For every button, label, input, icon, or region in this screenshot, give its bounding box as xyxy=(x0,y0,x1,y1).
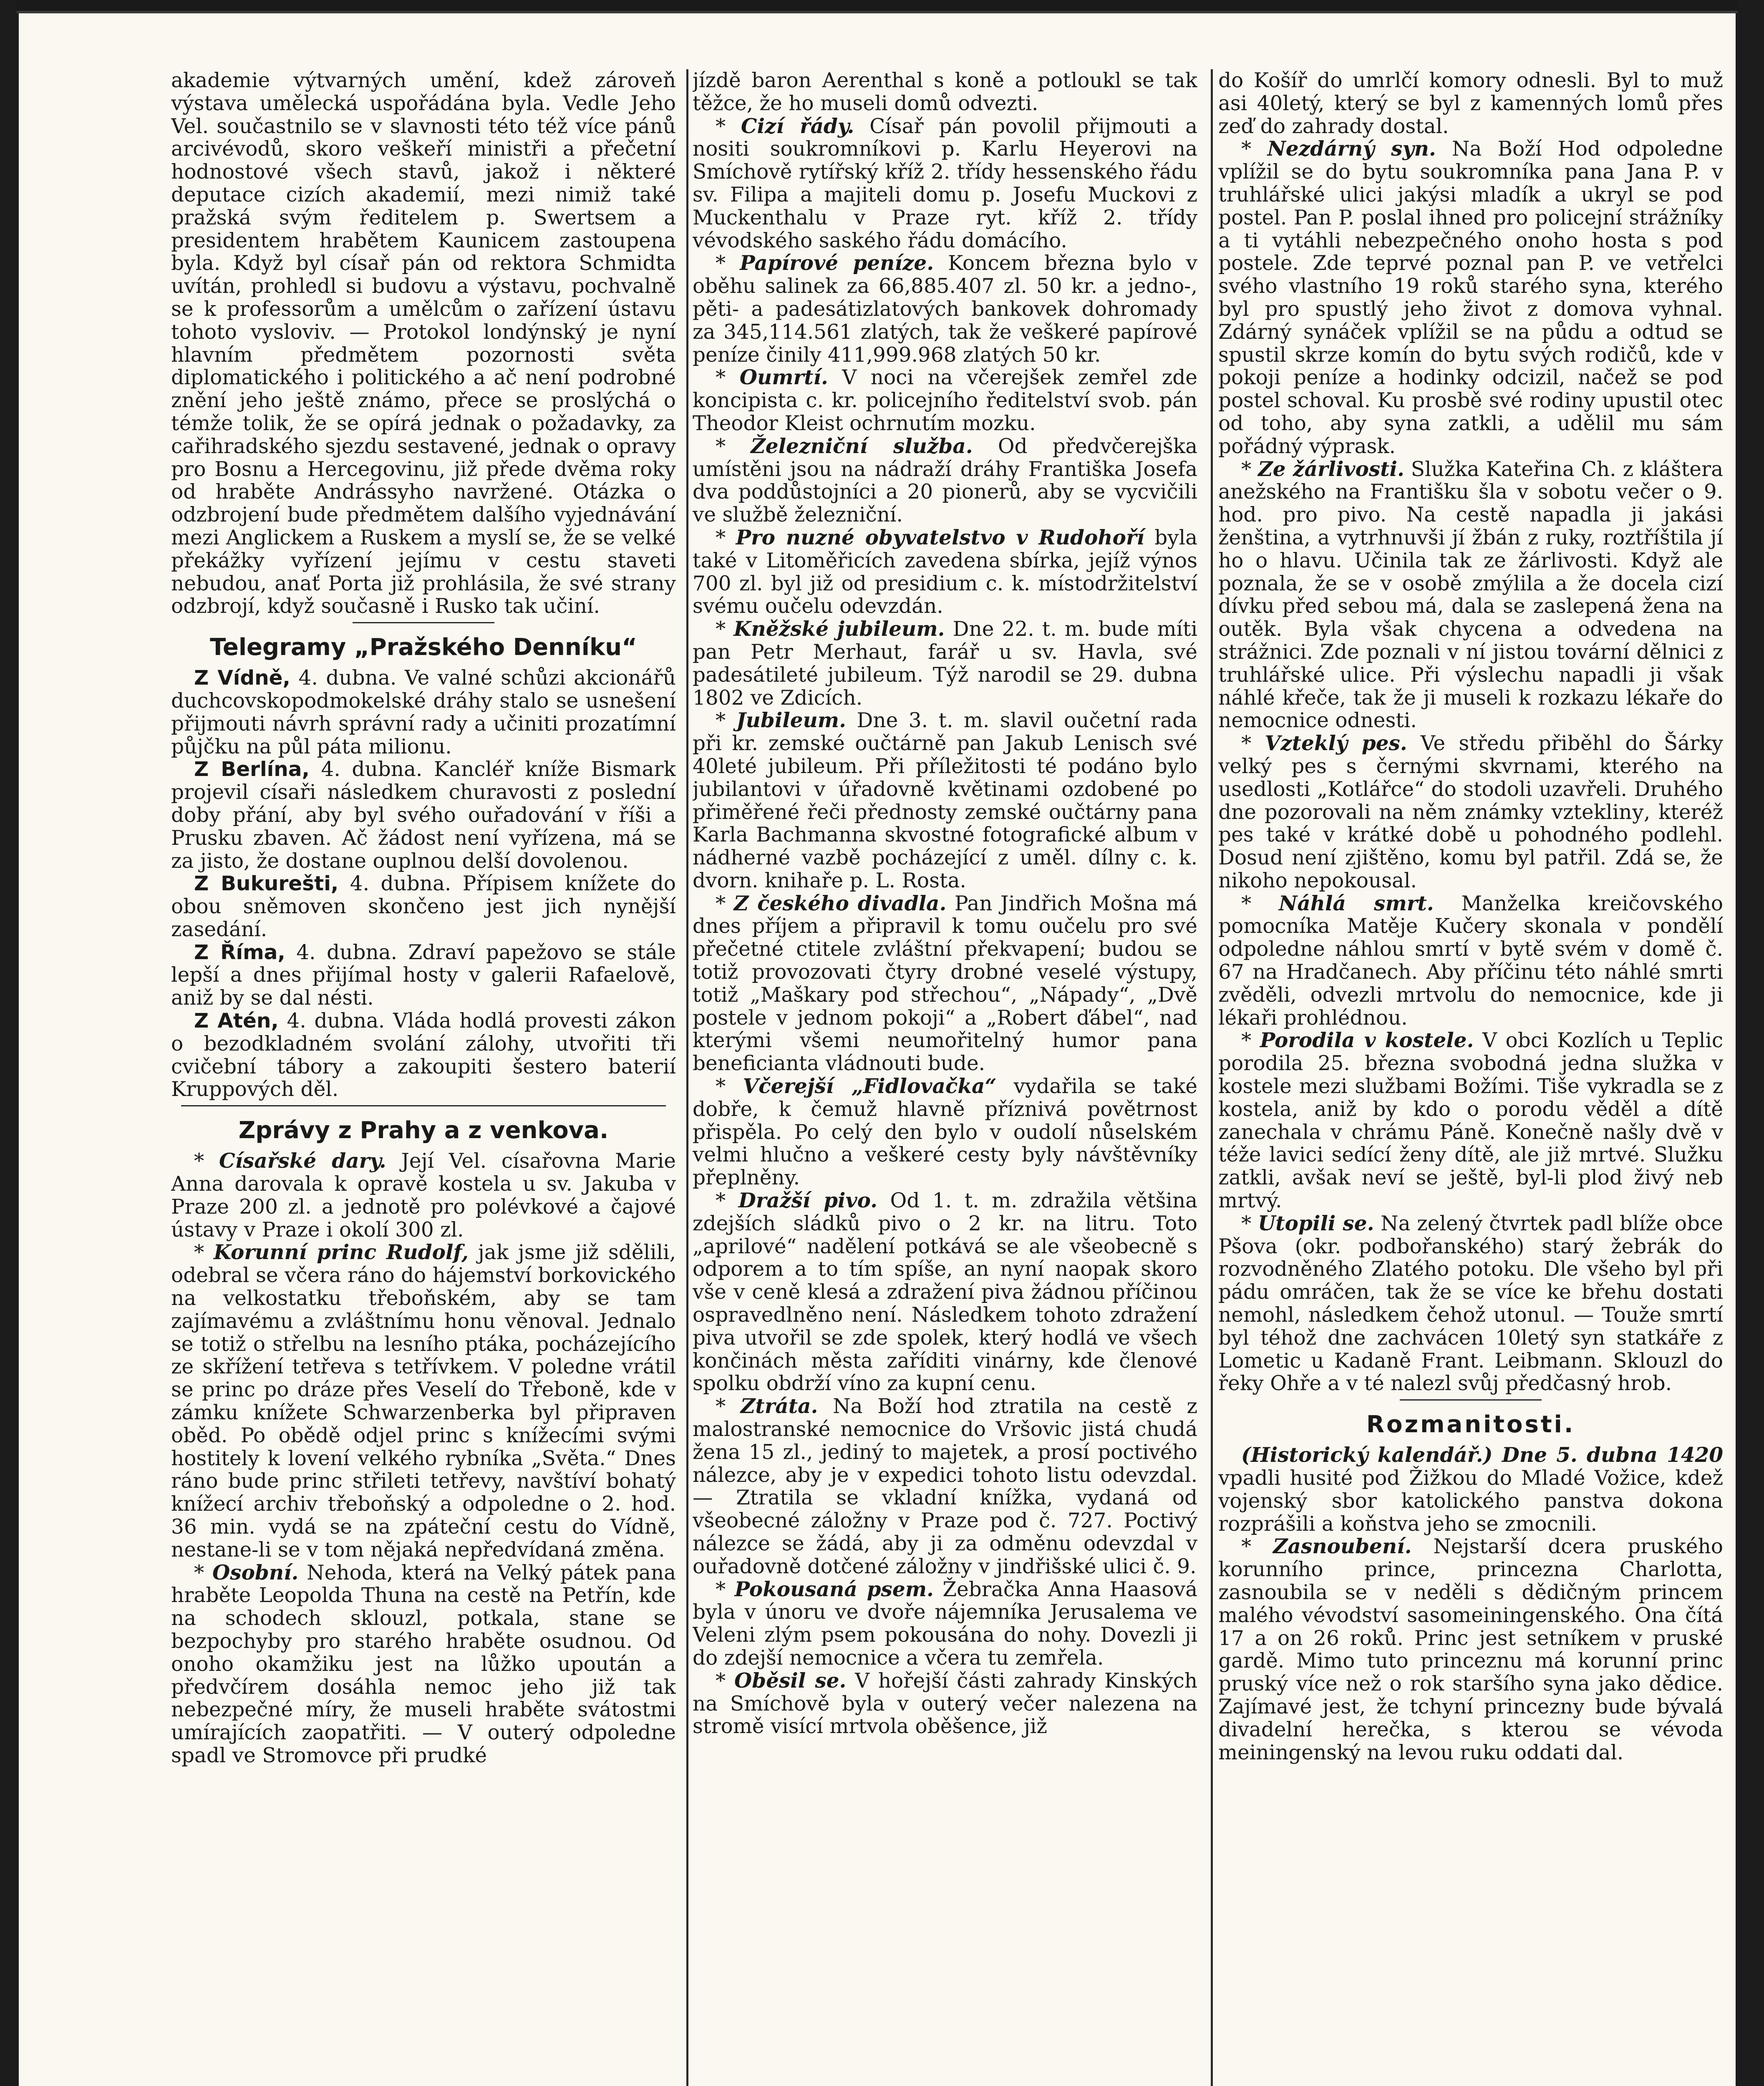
item-keyword: Zasnoubení. xyxy=(1273,1534,1412,1559)
item-keyword: Železniční služba. xyxy=(751,434,973,458)
item-keyword: Korunní princ Rudolf, xyxy=(213,1240,469,1265)
section-heading-telegrams: Telegramy „Pražského Denníku“ xyxy=(210,634,637,661)
item-keyword: Náhlá smrt. xyxy=(1279,891,1434,915)
item-text: Na zelený čtvrtek padl blíže obce Pšova (okr. podbořanského) starý žebrák do rozvodněného Zlatého potoku. Dle všeho byl při pádu omráčen, tak že se více ke břehu dostati nemohl, následkem čehož utonul. — Touže smrtí byl téhož dne zachvácen 10letý syn statkáře z Lometic u Kadaně Frant. Leibmann. Sklouzl do řeky Ohře a v té nalezl svůj předčasný hrob. xyxy=(1218,1212,1723,1396)
news-item: * Jubileum. Dne 3. t. m. slavil oučetní rada při kr. zemské oučtárně pan Jakub Lenisch své 40leté jubileum. Při příležitosti té podáno bylo jubilantovi v úřadovně květinami ozdobené po přiměřené řeči přednosty zemské oučtárny pana Karla Bachmanna skvostné fotografické album v nádherné vazbě pocházející z uměl. dílny c. k. dvorn. knihaře p. L. Rosta. xyxy=(693,708,1197,892)
dateline: Z Berlína, xyxy=(194,758,310,781)
newspaper-page xyxy=(17,11,1738,2086)
dateline: Z Bukurešti, xyxy=(194,872,339,896)
news-item: * Oběsil se. V hořejší části zahrady Kinských na Smíchově byla v outerý večer nalezena na stromě visící mrtvola oběšence, již xyxy=(693,1668,1197,1738)
item-keyword: Císařské dary. xyxy=(219,1149,386,1173)
news-item: * Náhlá smrt. Manželka kreičovského pomocníka Matěje Kučery skonala v pondělí odpoledne náhlou smrtí v bytě svém v domě č. 67 na Hradčanech. Aby příčinu této náhlé smrti zvěděli, odvezli mrtvolu do nemocnice, kde ji lékaři prohlédnou. xyxy=(1218,891,1723,1030)
article-continuation: do Košíř do umrlčí komory odnesli. Byl to muž asi 40letý, který se byl z kamenných lomů přes zeď do zahrady dostal. xyxy=(1218,69,1723,138)
telegram-rome xyxy=(171,941,676,1010)
item-keyword: (Historický kalendář.) Dne 5. dubna 1420 xyxy=(1241,1443,1723,1467)
news-item: * Kněžské jubileum. Dne 22. t. m. bude míti pan Petr Merhaut, farář u sv. Havla, své padesátileté jubileum. Týž narodil se 29. dubna 1802 ve Zdicích. xyxy=(693,617,1197,710)
dateline: Z Vídně, xyxy=(194,666,290,690)
item-text: V hořejší části zahrady Kinských na Smíchově byla v outerý večer nalezena na stromě visící mrtvola oběšence, již xyxy=(693,1669,1197,1738)
scan-left-edge xyxy=(0,0,17,2086)
item-text: Manželka kreičovského pomocníka Matěje Kučery skonala v pondělí odpoledne náhlou smrtí v bytě svém v domě č. 67 na Hradčanech. Aby příčinu této náhlé smrti zvěděli, odvezli mrtvolu do nemocnice, kde ji lékaři prohlédnou. xyxy=(1218,892,1723,1030)
item-text: Na Boží Hod odpoledne vplížil se do bytu soukromníka pana Jana P. v truhlářské ulici jakýsi mladík a ukryl se pod postel. Pan P. poslal ihned pro policejní strážníky a ti vytáhli nebezpečného onoho hosta s pod postele. Zde teprvé poznal pan P. ve vetřelci svého vlastního 19 roků starého syna, kterého byl pro spustlý jeho život z domova vyhnal. Zdárný synáček vplížil se na půdu a odtud se spustil skrze komín do bytu svých rodičů, kde v pokoji peníze a hodinky odcizil, načež se pod postel schoval. Ku prosbě své rodiny upustil otec od toho, aby syna zatkli, a udělil mu sám pořádný výprask. xyxy=(1218,137,1723,458)
news-item: * Cizí řády. Císař pán povolil přijmouti a nositi soukromníkovi p. Karlu Heyerovi na Smíchově rytířský kříž 2. třídy hessenského řádu sv. Filipa a majiteli domu p. Josefu Muckovi z Muckenthalu v Praze ryt. kříž 2. třídy vévodského saského řádu domácího. xyxy=(693,114,1197,252)
section-heading-rozmanitosti: Rozmanitosti. xyxy=(1366,1411,1575,1439)
news-item: * Utopili se. Na zelený čtvrtek padl blíže obce Pšova (okr. podbořanského) starý žebrák do rozvodněného Zlatého potoku. Dle všeho byl při pádu omráčen, tak že se více ke břehu dostati nemohl, následkem čehož utonul. — Touže smrtí byl téhož dne zachvácen 10letý syn statkáře z Lometic u Kadaně Frant. Leibmann. Sklouzl do řeky Ohře a v té nalezl svůj předčasný hrob. xyxy=(1218,1211,1723,1396)
item-keyword: Osobní. xyxy=(212,1560,299,1585)
news-item: * Císařské dary. Její Vel. císařovna Marie Anna darovala k opravě kostela u sv. Jakuba v Praze 200 zl. a jednotě pro polévkové a čajové ústavy v Praze i okolí 300 zl. xyxy=(171,1149,676,1242)
telegram-vienna xyxy=(171,667,676,758)
item-text: Její Vel. císařovna Marie Anna darovala k opravě kostela u sv. Jakuba v Praze 200 zl. a jednotě pro polévkové a čajové ústavy v Praze i okolí 300 zl. xyxy=(171,1149,676,1242)
item-keyword: Pokousaná psem. xyxy=(734,1577,934,1601)
telegram-text: 4. dubna. Přípisem knížete do obou sněmoven skončeno jest jich nynější zasedání. xyxy=(171,872,676,941)
item-text: Od 1. t. m. zdražila většina zdejších sládků pivo o 2 kr. na litru. Toto „aprilové“ nadělení potkává se ale všeobecně s odporem a to tím spíše, an nyní naopak skoro vše v ceně klesá a zdražení piva žádnou příčinou ospravedlněno není. Následkem tohoto zdražení piva utvořil se zde spolek, který hodlá ve všech končinách města zaříditi vinárny, kde členové spolku obdrží víno za kupní cenu. xyxy=(693,1189,1197,1396)
item-keyword: Utopili se. xyxy=(1257,1211,1374,1235)
miscellany-item xyxy=(1218,1444,1723,1535)
item-keyword: Cizí řády. xyxy=(741,114,854,138)
news-item: * Dražší pivo. Od 1. t. m. zdražila většina zdejších sládků pivo o 2 kr. na litru. Toto „aprilové“ nadělení potkává se ale všeobecně s odporem a to tím spíše, an nyní naopak skoro vše v ceně klesá a zdražení piva žádnou příčinou ospravedlněno není. Následkem tohoto zdražení piva utvořil se zde spolek, který hodlá ve všech končinách města zaříditi vinárny, kde členové spolku obdrží víno za kupní cenu. xyxy=(693,1189,1197,1396)
article-continuation: akademie výtvarných umění, kdež zároveň výstava umělecká uspořádána byla. Vedle Jeho Vel. součastnilo se v slavnosti této též více pánů arcivévodů, skoro veškeří ministři a přečetní hodnostové všech stavů, jakož i některé deputace cizích akademií, mezi nimiž také pražská svým ředitelem p. Swertsem a presidentem hrabětem Kaunicem zastoupena byla. Když byl císař pán od rektora Schmidta uvítán, prohledl si budovu a výstavu, pochvalně se k professorům a umělcům o zařízení ústavu tohoto vysloviv. — Protokol londýnský je nyní hlavním předmětem pozornosti světa diplomatického i politického a ač není podrobné znění jeho ještě známo, přece se proslýchá o témže tolik, že se opírá jednak o požadavky, za cařihradského sjezdu sestavené, jednak o opravy pro Bosnu a Hercegovinu, již přede dvěma roky od hraběte Andrássyho navržené. Otázka o odzbrojení bude předmětem dalšího vyjednávání mezi Anglickem a Ruskem a myslí se, že se velké překážky vyřízení jejímu v cestu staveti nebudou, anať Porta již prohlásila, že své strany odzbrojí, když současně i Rusko tak učiní. xyxy=(171,69,676,618)
news-item: * Papírové peníze. Koncem března bylo v oběhu salinek za 66,885.407 zl. 50 kr. a jedno-, pěti- a padesátizlatových bankovek dohromady za 345,114.561 zlatých, tak že veškeré papírové peníze činily 411,999.968 zlatých 50 kr. xyxy=(693,251,1197,367)
scan-right-edge xyxy=(1738,0,1764,2086)
item-text: Ve středu přiběhl do Šárky velký pes s černými skvrnami, kterého na usedlosti „Kotlářce“ do stodoli uzavřeli. Druhého dne pozorovali na něm známky vzteklinу, kteréž pes také v krátké době u pohodného podlehl. Dosud není zjištěno, komu byl patřil. Zdá se, že nikoho nepokousal. xyxy=(1218,732,1723,892)
item-text: Od předvčerejška umístěni jsou na nádraží dráhy Františka Josefa dva poddůstojníci a 20 pionerů, aby se vycvičili ve službě železniční. xyxy=(693,434,1197,527)
item-keyword: Včerejší „Fidlovačka“ xyxy=(743,1074,997,1098)
item-text: Žebračka Anna Haasová byla v únoru ve dvoře nájemníka Jerusalema ve Veleni zlým psem pokousána do nohy. Dovezli ji do zdejší nemocnice a včera tu zemřela. xyxy=(693,1577,1197,1670)
item-text: V noci na včerejšek zemřel zde koncipista c. kr. policejního ředitelství svob. pán Theodor Kleist ochrnutím mozku. xyxy=(693,366,1197,435)
dateline: Z Atén, xyxy=(194,1009,279,1033)
item-keyword: Oumrtí. xyxy=(739,365,828,390)
item-text: vydařila se také dobře, k čemuž hlavně příznivá povětrnost přispěla. Po celý den bylo v oudolí nůselském velmi hlučno a veškeré cesty byly návštěvníky přeplněny. xyxy=(693,1075,1197,1190)
item-keyword: Kněžské jubileum. xyxy=(733,617,945,641)
news-item: * Vzteklý pes. Ve středu přiběhl do Šárky velký pes s černými skvrnami, kterého na usedlosti „Kotlářce“ do stodoli uzavřeli. Druhého dne pozorovali na něm známky vzteklinу, kteréž pes také v krátké době u pohodného podlehl. Dosud není zjištěno, komu byl patřil. Zdá se, že nikoho nepokousal. xyxy=(1218,731,1723,892)
news-item: * Včerejší „Fidlovačka“ vydařila se také dobře, k čemuž hlavně příznivá povětrnost přispěla. Po celý den bylo v oudolí nůselském velmi hlučno a veškeré cesty byly návštěvníky přeplněny. xyxy=(693,1074,1197,1190)
column-rule xyxy=(686,69,688,2086)
item-keyword: Ztráta. xyxy=(740,1394,818,1418)
item-keyword: Papírové peníze. xyxy=(740,251,934,275)
item-text: Pan Jindřich Mošna má dnes příjem a připravil k tomu oučelu pro své přečetné ctitele zvláštní překvapení; budou se totiž provozovati čtyry drobné veselé výstupy, totiž „Maškary pod střechou“, „Nápady“, „Dvě postele v jednom pokoji“ a „Robert ďábel“, nad kterými všemi neumořitelný humor pana beneficianta vládnouti bude. xyxy=(693,892,1197,1076)
telegram-berlin xyxy=(171,758,676,872)
page-top-edge xyxy=(0,0,1764,11)
item-keyword: Porodila v kostele. xyxy=(1260,1028,1474,1053)
telegram-bucharest xyxy=(171,872,676,941)
item-text: Císař pán povolil přijmouti a nositi soukromníkovi p. Karlu Heyerovi na Smíchově rytířský kříž 2. třídy hessenského řádu sv. Filipa a majiteli domu p. Josefu Muckovi z Muckenthalu v Praze ryt. kříž 2. třídy vévodského saského řádu domácího. xyxy=(693,114,1197,252)
news-item: * Železniční služba. Od předvčerejška umístěni jsou na nádraží dráhy Františka Josefa dva poddůstojníci a 20 pionerů, aby se vycvičili ve službě železniční. xyxy=(693,434,1197,527)
item-text: Služka Kateřina Ch. z kláštera anežského na Františku šla v sobotu večer o 9. hod. pro pivo. Na cestě napadla ji jakási ženština, a vytrhnuvši jí žbán z ruky, roztříštila jí ho o hlavu. Učinila tak ze žárlivosti. Když ale poznala, že se v osobě zmýlila a že docela cizí dívku před sebou má, dala se zaslepená žena na outěk. Byla však chycena a odvedena na strážnici. Zde poznali v ní jistou tovární dělnici z truhlářské ulice. Při výslechu napadli ji však náhlé křeče, tak že ji museli k rozkazu lékaře do nemocnice odnesti. xyxy=(1218,457,1723,733)
item-text: Na Boží hod ztratila na cestě z malostranské nemocnice do Vršovic jistá chudá žena 15 zl., jediný to majetek, a prosí poctivého nálezce, aby je v expedici tohoto listu odevzdal. — Ztratila se vkladní knížka, vydaná od všeobecné záložny v Praze pod č. 727. Poctivý nálezce se žádá, aby ji za odměnu odevzdal v ouřadovně dotčené záložny v jindřišské ulici č. 9. xyxy=(693,1395,1197,1578)
column-2 xyxy=(693,69,1197,2086)
section-heading-news: Zprávy z Prahy a z venkova. xyxy=(238,1117,609,1144)
news-item: * Nezdárný syn. Na Boží Hod odpoledne vplížil se do bytu soukromníka pana Jana P. v truhlářské ulici jakýsi mladík a ukryl se pod postel. Pan P. poslal ihned pro policejní strážníky a ti vytáhli nebezpečného onoho hosta s pod postele. Zde teprvé poznal pan P. ve vetřelci svého vlastního 19 roků starého syna, kterého byl pro spustlý jeho život z domova vyhnal. Zdárný synáček vplížil se na půdu a odtud se spustil skrze komín do bytu svých rodičů, kde v pokoji peníze a hodinky odcizil, načež se pod postel schoval. Ku prosbě své rodiny upustil otec od toho, aby syna zatkli, a udělil mu sám pořádný výprask. xyxy=(1218,137,1723,458)
item-keyword: Ze žárlivosti. xyxy=(1258,457,1404,481)
telegram-text: 4. dubna. Vláda hodlá provesti zákon o bezodkladném svolání zálohy, utvořiti tři cvičební tábory a zakoupiti šestero baterií Kruppových děl. xyxy=(171,1009,676,1101)
item-text: Nejstarší dcera pruského korunního prince, princezna Charlotta, zasnoubila se v neděli s dědičným princem malého vévodství sasomeiningenského. Ona čítá 17 a on 26 roků. Princ jest setníkem v pruské gardě. Mimo tuto princeznu má korunní princ pruský více než o rok staršího syna jako dědice. Zajímavé jest, že tchyní princezny bude bývalá divadelní herečka, s kterou se vévoda meiningenský na levou ruku oddati dal. xyxy=(1218,1535,1723,1764)
item-text: Nehoda, která na Velký pátek pana hraběte Leopolda Thuna na cestě na Petřín, kde na schodech sklouzl, potkala, stane se bezpochyby pro starého hraběte osudnou. Od onoho okamžiku jest na lůžko upoután a předvčírem dosáhla nemoc jeho již tak nebezpečné míry, že museli hraběte svátostmi umírajících zaopatřiti. — V outerý odpoledne spadl ve Stromovce při prudké xyxy=(171,1561,676,1767)
item-text: Dne 22. t. m. bude míti pan Petr Merhaut, farář u sv. Havla, své padesátileté jubileum. Týž narodil se 29. dubna 1802 ve Zdicích. xyxy=(693,617,1197,710)
miscellany-item: * Zasnoubení. Nejstarší dcera pruského korunního prince, princezna Charlotta, zasnoubila se v neděli s dědičným princem malého vévodství sasomeiningenského. Ona čítá 17 a on 26 roků. Princ jest setníkem v pruské gardě. Mimo tuto princeznu má korunní princ pruský více než o rok staršího syna jako dědice. Zajímavé jest, že tchyní princezny bude bývalá divadelní herečka, s kterou se vévoda meiningenský na levou ruku oddati dal. xyxy=(1218,1534,1723,1764)
article-continuation: jízdě baron Aerenthal s koně a potloukl se tak těžce, že ho museli domů odvezti. xyxy=(693,69,1197,115)
separator-rule xyxy=(181,1105,666,1106)
separator-rule xyxy=(353,622,494,623)
page-border-top xyxy=(17,11,1738,13)
news-item: * Osobní. Nehoda, která na Velký pátek pana hraběte Leopolda Thuna na cestě na Petřín, kde na schodech sklouzl, potkala, stane se bezpochyby pro starého hraběte osudnou. Od onoho okamžiku jest na lůžko upoután a předvčírem dosáhla nemoc jeho již tak nebezpečné míry, že museli hraběte svátostmi umírajících zaopatřiti. — V outerý odpoledne spadl ve Stromovce při prudké xyxy=(171,1560,676,1767)
telegram-text: 4. dubna. Zdraví papežovo se stále lepší a dnes přijímal hosty v galerii Rafaelově, aniž by se dal nésti. xyxy=(171,940,676,1010)
news-item: * Oumrtí. V noci na včerejšek zemřel zde koncipista c. kr. policejního ředitelství svob. pán Theodor Kleist ochrnutím mozku. xyxy=(693,365,1197,435)
news-item: * Ztráta. Na Boží hod ztratila na cestě z malostranské nemocnice do Vršovic jistá chudá žena 15 zl., jediný to majetek, a prosí poctivého nálezce, aby je v expedici tohoto listu odevzdal. — Ztratila se vkladní knížka, vydaná od všeobecné záložny v Praze pod č. 727. Poctivý nálezce se žádá, aby ji za odměnu odevzdal v ouřadovně dotčené záložny v jindřišské ulici č. 9. xyxy=(693,1394,1197,1578)
separator-rule xyxy=(1400,1399,1542,1401)
item-keyword: Oběsil se. xyxy=(734,1668,847,1693)
item-text: Dne 3. t. m. slavil oučetní rada při kr. zemské oučtárně pan Jakub Lenisch své 40leté jubileum. Při příležitosti té podáno bylo jubilantovi v úřadovně květinami ozdobené po přiměřené řeči přednosty zemské oučtárny pana Karla Bachmanna skvostné fotografické album v nádherné vazbě pocházející z uměl. dílny c. k. dvorn. knihaře p. L. Rosta. xyxy=(693,709,1197,892)
item-text: vpadli husité pod Žižkou do Mladé Vožice, kdež vojenský sbor katolického panstva dokona rozprášili a koňstva jeho se zmocnili. xyxy=(1218,1466,1723,1536)
item-keyword: Vzteklý pes. xyxy=(1265,731,1407,756)
item-text: Koncem března bylo v oběhu salinek za 66,885.407 zl. 50 kr. a jedno-, pěti- a padesátizlatových bankovek dohromady za 345,114.561 zlatých, tak že veškeré papírové peníze činily 411,999.968 zlatých 50 kr. xyxy=(693,252,1197,367)
news-item: * Pokousaná psem. Žebračka Anna Haasová byla v únoru ve dvoře nájemníka Jerusalema ve Veleni zlým psem pokousána do nohy. Dovezli ji do zdejší nemocnice a včera tu zemřela. xyxy=(693,1577,1197,1670)
news-item: * Pro nuzné obyvatelstvo v Rudohoří byla také v Litoměřicích zavedena sbírka, jejíž výnos 700 zl. byl již od presidium c. k. místodržitelství svému oučelu odevzdán. xyxy=(693,525,1197,618)
item-text: jak jsme již sdělili, odebral se včera ráno do hájemství borkovického na velkostatku třeboňském, aby se tam zajímavému a zvláštnímu honu věnoval. Jednalo se totiž o střelbu na lesního ptáka, pocházejícího ze skřížení tetřeva s tetřívkem. V poledne vrátil se princ po dráze přes Veselí do Třeboně, kde v zámku knížete Schwarzenberka byl připraven oběd. Po obědě odjel princ s knížecími svými hostitely k lovení velkého rybníka „Světa.“ Dnes ráno bude princ střileti tetřevy, navštíví bohatý knížecí archiv třeboňský a odpoledne o 2. hod. 36 min. vydá se na zpáteční cestu do Vídně, nestane-li se v tom nějaká nepředvídaná změna. xyxy=(171,1241,676,1562)
column-1 xyxy=(171,69,676,2086)
telegram-text: 4. dubna. Kancléř kníže Bismark projevil císaři následkem churavosti z poslední doby přání, aby byl svého ouřadování v říši a Prusku zbaven. Ač žádost není vyřízena, má se za jisto, že dostane ouplnou delší dovolenou. xyxy=(171,758,676,873)
item-keyword: Pro nuzné obyvatelstvo v Rudohoří xyxy=(736,525,1144,549)
item-keyword: Z českého divadla. xyxy=(733,891,947,915)
item-text: byla také v Litoměřicích zavedena sbírka, jejíž výnos 700 zl. byl již od presidium c. k. místodržitelství svému oučelu odevzdán. xyxy=(693,526,1197,618)
news-item: * Ze žárlivosti. Služka Kateřina Ch. z kláštera anežského na Františku šla v sobotu večer o 9. hod. pro pivo. Na cestě napadla ji jakási ženština, a vytrhnuvši jí žbán z ruky, roztříštila jí ho o hlavu. Učinila tak ze žárlivosti. Když ale poznala, že se v osobě zmýlila a že docela cizí dívku před sebou má, dala se zaslepená žena na outěk. Byla však chycena a odvedena na strážnici. Zde poznali v ní jistou tovární dělnici z truhlářské ulice. Při výslechu napadli ji však náhlé křeče, tak že ji museli k rozkazu lékaře do nemocnice odnesti. xyxy=(1218,457,1723,733)
item-keyword: Nezdárný syn. xyxy=(1267,137,1436,161)
news-item: * Korunní princ Rudolf, jak jsme již sdělili, odebral se včera ráno do hájemství borkovického na velkostatku třeboňském, aby se tam zajímavému a zvláštnímu honu věnoval. Jednalo se totiž o střelbu na lesního ptáka, pocházejícího ze skřížení tetřeva s tetřívkem. V poledne vrátil se princ po dráze přes Veselí do Třeboně, kde v zámku knížete Schwarzenberka byl připraven oběd. Po obědě odjel princ s knížecími svými hostitely k lovení velkého rybníka „Světa.“ Dnes ráno bude princ střileti tetřevy, navštíví bohatý knížecí archiv třeboňský a odpoledne o 2. hod. 36 min. vydá se na zpáteční cestu do Vídně, nestane-li se v tom nějaká nepředvídaná změna. xyxy=(171,1240,676,1562)
telegram-athens xyxy=(171,1010,676,1101)
item-keyword: Jubileum. xyxy=(736,708,847,733)
telegram-text: 4. dubna. Ve valné schůzi akcionářů duchcovskopodmokelské dráhy stalo se usnešení přijmouti návrh správní rady a učiniti prozatímní půjčku na půl páta milionu. xyxy=(171,666,676,758)
item-keyword: Dražší pivo. xyxy=(738,1189,878,1213)
news-item: * Porodila v kostele. V obci Kozlích u Teplic porodila 25. března svobodná jedna služka v kostele mezi službami Božími. Tiše vykradla se z kostela, aniž by kdo o porodu věděl a dítě zanechala v chrámu Páně. Konečně našly dvě v téže lavici sedící ženy dítě, ale již mrtvé. Služku zatkli, avšak neví se ještě, byl-li plod živý neb mrtvý. xyxy=(1218,1028,1723,1213)
item-text: V obci Kozlích u Teplic porodila 25. března svobodná jedna služka v kostele mezi službami Božími. Tiše vykradla se z kostela, aniž by kdo o porodu věděl a dítě zanechala v chrámu Páně. Konečně našly dvě v téže lavici sedící ženy dítě, ale již mrtvé. Služku zatkli, avšak neví se ještě, byl-li plod živý neb mrtvý. xyxy=(1218,1029,1723,1213)
column-3 xyxy=(1218,69,1723,2086)
news-item: * Z českého divadla. Pan Jindřich Mošna má dnes příjem a připravil k tomu oučelu pro své přečetné ctitele zvláštní překvapení; budou se totiž provozovati čtyry drobné veselé výstupy, totiž „Maškary pod střechou“, „Nápady“, „Dvě postele v jednom pokoji“ a „Robert ďábel“, nad kterými všemi neumořitelný humor pana beneficianta vládnouti bude. xyxy=(693,891,1197,1076)
dateline: Z Říma, xyxy=(194,940,285,964)
column-rule xyxy=(1211,69,1213,2086)
